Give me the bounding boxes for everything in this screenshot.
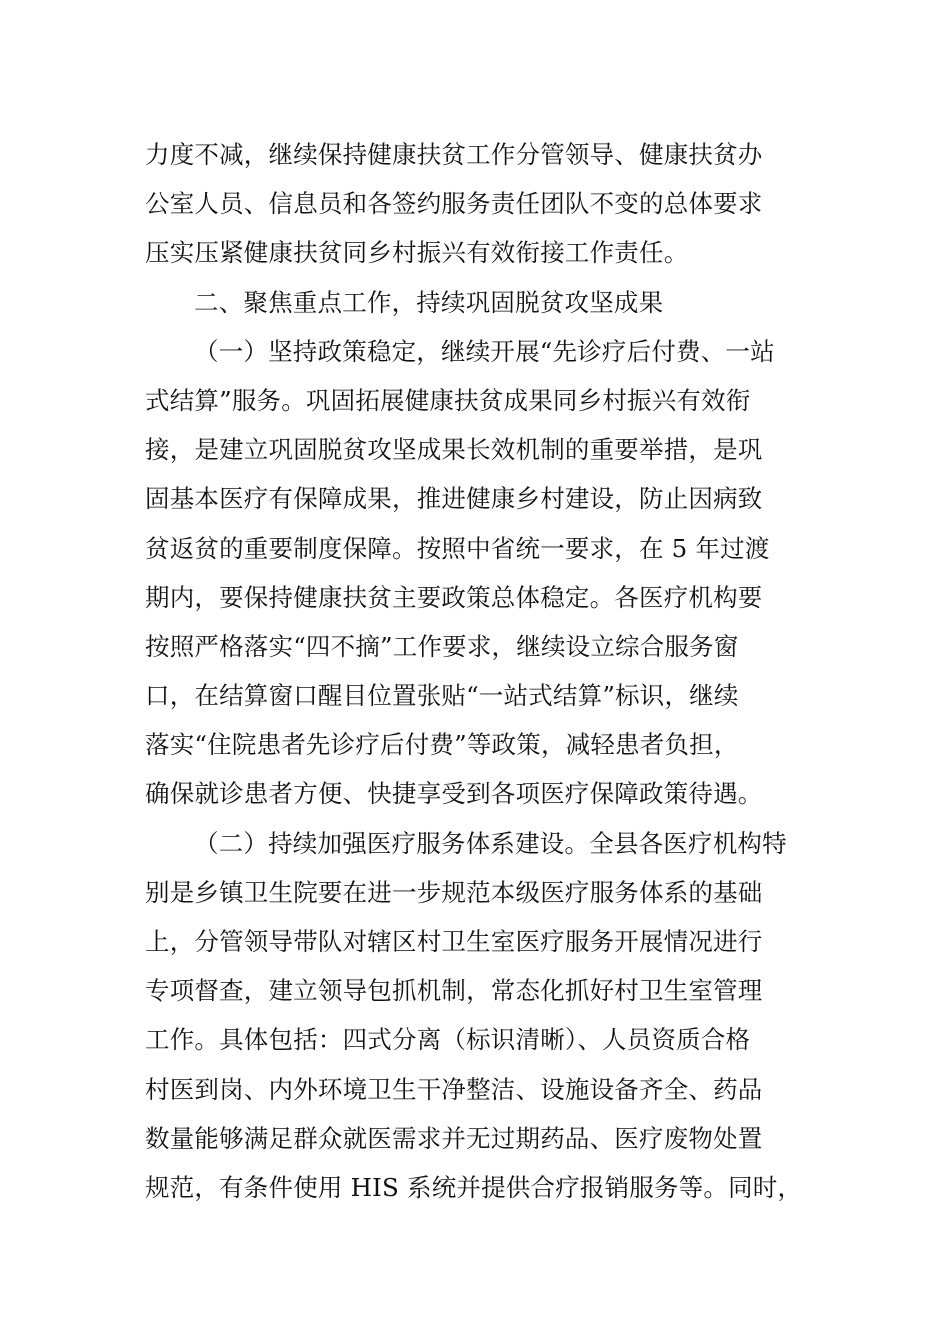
paragraph-2 (145, 327, 815, 819)
paragraph-line: 固基本医疗有保障成果，推进健康乡村建设，防止因病致 (145, 484, 763, 514)
paragraph-line: 村医到岗、内外环境卫生干净整洁、设施设备齐全、药品 (145, 1074, 763, 1104)
paragraph-line: 公室人员、信息员和各签约服务责任团队不变的总体要求 (145, 189, 763, 219)
paragraph-line: （一）坚持政策稳定，继续开展“先诊疗后付费、一站 (194, 336, 775, 366)
paragraph-line: 落实“住院患者先诊疗后付费”等政策，减轻患者负担， (145, 730, 739, 760)
paragraph-line: 按照严格落实“四不摘”工作要求，继续设立综合服务窗 (145, 631, 739, 661)
paragraph-line: 力度不减，继续保持健康扶贫工作分管领导、健康扶贫办 (145, 140, 763, 169)
paragraph-line: 工作。具体包括：四式分离（标识清晰）、人员资质合格 (145, 1025, 751, 1055)
paragraph-line: 接，是建立巩固脱贫攻坚成果长效机制的重要举措，是巩 (145, 435, 763, 465)
paragraph-3 (145, 819, 815, 1213)
paragraph-line: 式结算”服务。巩固拓展健康扶贫成果同乡村振兴有效衔 (145, 385, 751, 415)
paragraph-line: 上，分管领导带队对辖区村卫生室医疗服务开展情况进行 (145, 927, 763, 956)
paragraph-line: 贫返贫的重要制度保障。按照中省统一要求，在 5 年过渡 (145, 533, 770, 563)
paragraph-line: 口，在结算窗口醒目位置张贴“一站式结算”标识，继续 (145, 681, 739, 711)
paragraph-line: 数量能够满足群众就医需求并无过期药品、医疗废物处置 (145, 1123, 763, 1153)
paragraph-line: 压实压紧健康扶贫同乡村振兴有效衔接工作责任。 (145, 238, 689, 268)
section-heading: 二、聚焦重点工作，持续巩固脱贫攻坚成果 (194, 287, 664, 317)
paragraph-line: （二）持续加强医疗服务体系建设。全县各医疗机构特 (194, 828, 787, 858)
paragraph-line: 别是乡镇卫生院要在进一步规范本级医疗服务体系的基础 (145, 877, 763, 907)
paragraph-1 (145, 130, 815, 278)
paragraph-line: 确保就诊患者方便、快捷享受到各项医疗保障政策待遇。 (145, 779, 763, 809)
document-body (145, 130, 815, 1212)
paragraph-line: 专项督查，建立领导包抓机制，常态化抓好村卫生室管理 (145, 976, 763, 1006)
paragraph-line: 期内，要保持健康扶贫主要政策总体稳定。各医疗机构要 (145, 582, 763, 612)
paragraph-line: 规范，有条件使用 HIS 系统并提供合疗报销服务等。同时， (145, 1172, 803, 1202)
